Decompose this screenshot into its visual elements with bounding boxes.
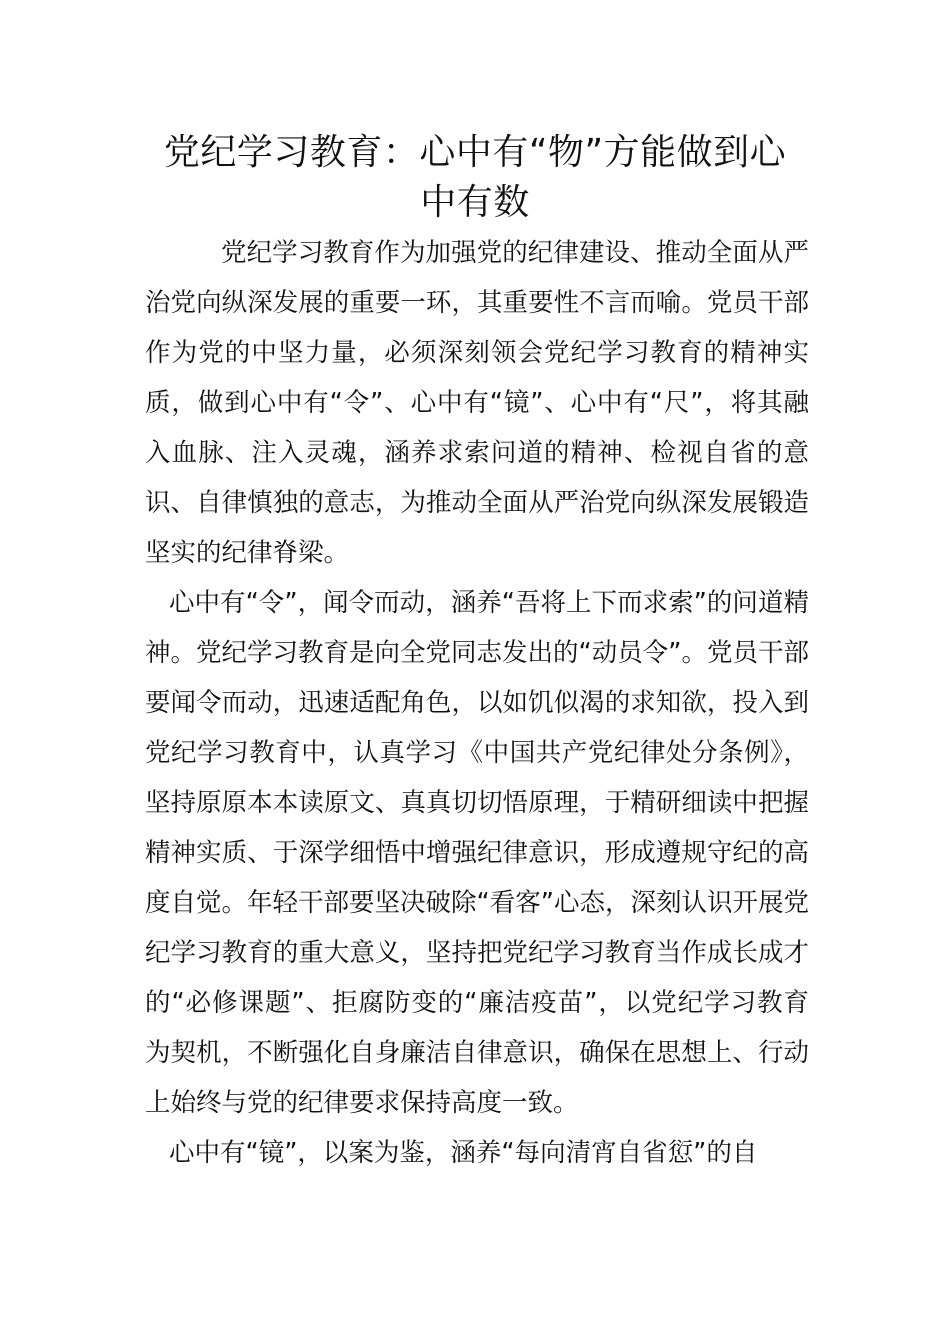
document-title: 党纪学习教育：心中有“物”方能做到心中有数 xyxy=(163,132,787,223)
paragraph-jing: 心中有“镜”，以案为鉴，涵养“每向清宵自省愆”的自 xyxy=(169,1138,758,1168)
paragraph-ling: 心中有“令”，闻令而动，涵养“吾将上下而求索”的问道精神。党纪学习教育是向全党同志发出的“动员令”。党员干部要闻令而动，迅速适配角色，以如饥似渴的求知欲，投入到党纪学习教育中，认真学习《中国共产党纪律处分条例》，坚持原原本本读原文、真真切切悟原理，于精研细读中把握精神实质、于深学细悟中增强纪律意识，形成遵规守纪的高度自觉。年轻干部要坚决破除“看客”心态，深刻认识开展党纪学习教育的重大意义，坚持把党纪学习教育当作成长成才的“必修课题”、拒腐防变的“廉洁疫苗”，以党纪学习教育为契机，不断强化自身廉洁自律意识，确保在思想上、行动上始终与党的纪律要求保持高度一致。 xyxy=(145,588,809,1118)
document-body xyxy=(145,228,809,1178)
paragraph-intro: 党纪学习教育作为加强党的纪律建设、推动全面从严治党向纵深发展的重要一环，其重要性不言而喻。党员干部作为党的中坚力量，必须深刻领会党纪学习教育的精神实质，做到心中有“令”、心中有“镜”、心中有“尺”，将其融入血脉、注入灵魂，涵养求索问道的精神、检视自省的意识、自律慎独的意志，为推动全面从严治党向纵深发展锻造坚实的纪律脊梁。 xyxy=(145,238,809,568)
